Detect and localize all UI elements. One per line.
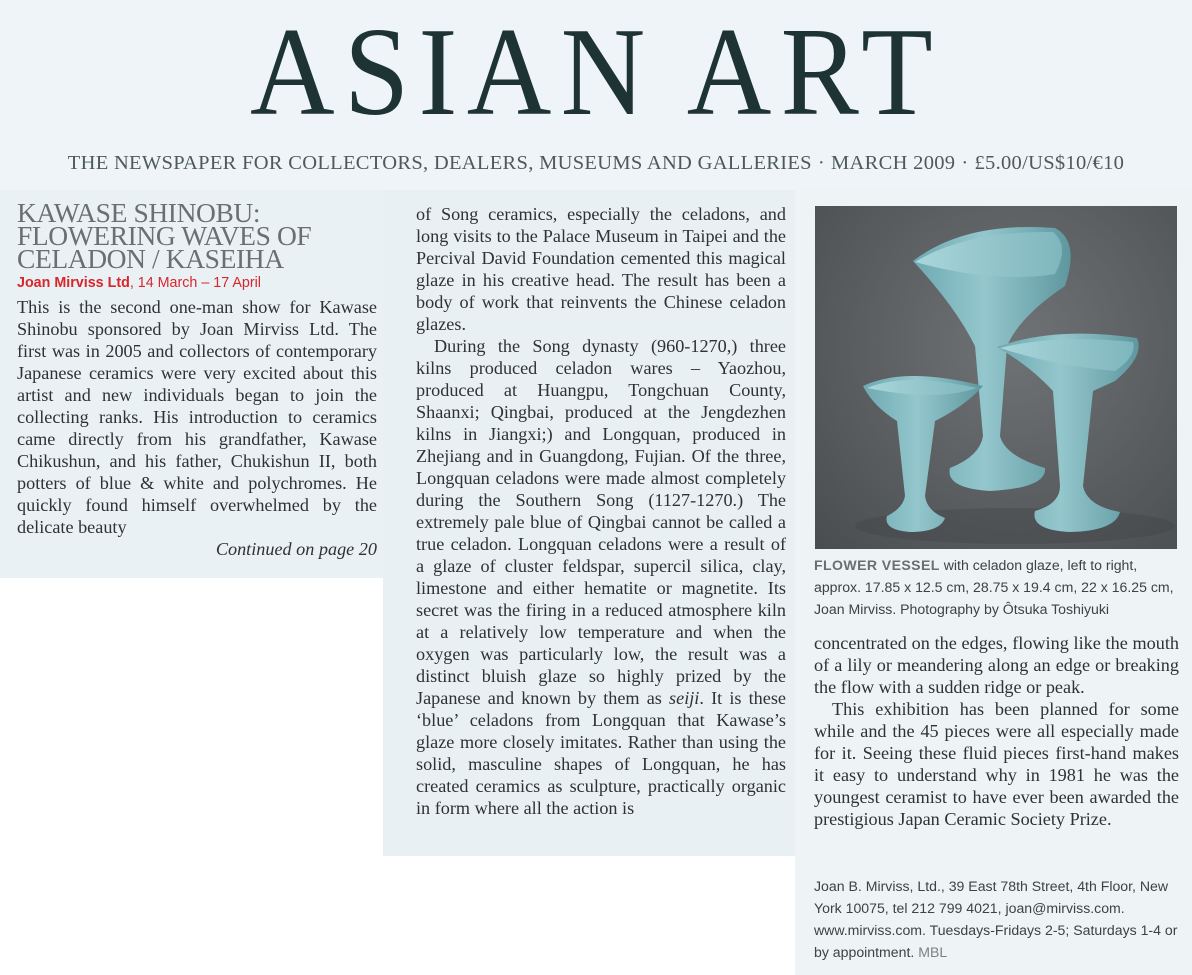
author-initials: MBL: [918, 944, 948, 960]
masthead-title: ASIAN ART: [250, 3, 942, 142]
paragraph: This exhibition has been planned for some while and the 45 pieces were all especially made for it. Seeing these fluid pieces first-hand makes it easy to understand why in 1981 he was the youngest ceramist to have ever been awarded the prestigious Japan Ceramic Society Prize.: [814, 699, 1179, 829]
column-2: [416, 203, 786, 819]
gallery-address: [814, 875, 1184, 963]
gallery-name: Joan Mirviss Ltd: [17, 275, 130, 291]
column-1: [17, 296, 377, 560]
caption-text: with celadon glaze, left to right, approx. 17.85 x 12.5 cm, 28.75 x 19.4 cm, 22 x 16.25 cm, Joan Mirviss. Photography by Ôtsuka Toshiyuki: [814, 557, 1174, 617]
tagline-text: THE NEWSPAPER FOR COLLECTORS, DEALERS, MUSEUMS AND GALLERIES: [67, 152, 812, 174]
price: £5.00/US$10/€10: [974, 152, 1125, 174]
flower-vessel-photo: [815, 206, 1177, 549]
column-3: [814, 632, 1179, 830]
italic-term: seiji: [669, 688, 700, 708]
photo-caption: [814, 554, 1184, 620]
exhibition-dates: , 14 March – 17 April: [129, 275, 261, 291]
headline-line: KAWASE SHINOBU:: [17, 197, 261, 228]
separator: ·: [817, 152, 826, 174]
article-headline: [17, 197, 387, 274]
text-run: . It is these ‘blue’ celadons from Longquan that Kawase’s glaze more closely imitates. Rather than using the solid, masculine shapes of Longquan, he has created ceramics as sculpture, practically organic in form where all the action is: [416, 688, 786, 818]
caption-title: FLOWER VESSEL: [814, 557, 940, 573]
paragraph: [416, 335, 786, 819]
headline-line: FLOWERING WAVES OF: [17, 220, 312, 251]
headline-line: CELADON / KASEIHA: [17, 243, 284, 274]
left-vessel: [863, 376, 983, 532]
issue-date: MARCH 2009: [831, 152, 956, 174]
address-text: Joan B. Mirviss, Ltd., 39 East 78th Street, 4th Floor, New York 10075, tel 212 799 4021, joan@mirviss.com. www.mirviss.com. Tuesdays-Fridays 2-5; Saturdays 1-4 or by appointment.: [814, 878, 1178, 960]
paragraph: of Song ceramics, especially the celadons, and long visits to the Palace Museum in Taipei and the Percival David Foundation cemented this magical glaze in his creative head. The result has been a body of work that reinvents the Chinese celadon glazes.: [416, 204, 786, 334]
paragraph: This is the second one-man show for Kawase Shinobu sponsored by Joan Mirviss Ltd. The first was in 2005 and collectors of contemporary Japanese ceramics were very excited about this artist and new individuals began to join the collecting ranks. His introduction to ceramics came directly from his grandfather, Kawase Chikushun, and his father, Chukishun II, both potters of blue & white and polychromes. He quickly found himself overwhelmed by the delicate beauty: [17, 297, 377, 537]
byline: [17, 275, 387, 291]
celadon-vessels-illustration: [815, 206, 1177, 549]
separator: ·: [961, 152, 969, 174]
paragraph: concentrated on the edges, flowing like the mouth of a lily or meandering along an edge or breaking the flow with a sudden ridge or peak.: [814, 633, 1179, 697]
text-run: During the Song dynasty (960-1270,) three kilns produced celadon wares – Yaozhou, produced at Huangpu, Tongchuan County, Shaanxi; Qingbai, produced at the Jengdezhen kilns in Jiangxi;) and Longquan, produced in Zhejiang and in Guangdong, Fujian. Of the three, Longquan celadons were made almost completely during the Southern Song (1127-1270.) The extremely pale blue of Qingbai cannot be called a true celadon. Longquan celadons were a result of a glaze of cluster feldspar, supercil silica, clay, limestone and either hematite or magnetite. Its secret was the firing in a reduced atmosphere kiln at a relatively low temperature and when the oxygen was particularly low, the result was a distinct bluish glaze so highly prized by the Japanese and known by them as: [416, 336, 786, 708]
masthead-tagline: [0, 152, 1192, 175]
continued-link[interactable]: Continued on page 20: [215, 539, 377, 559]
